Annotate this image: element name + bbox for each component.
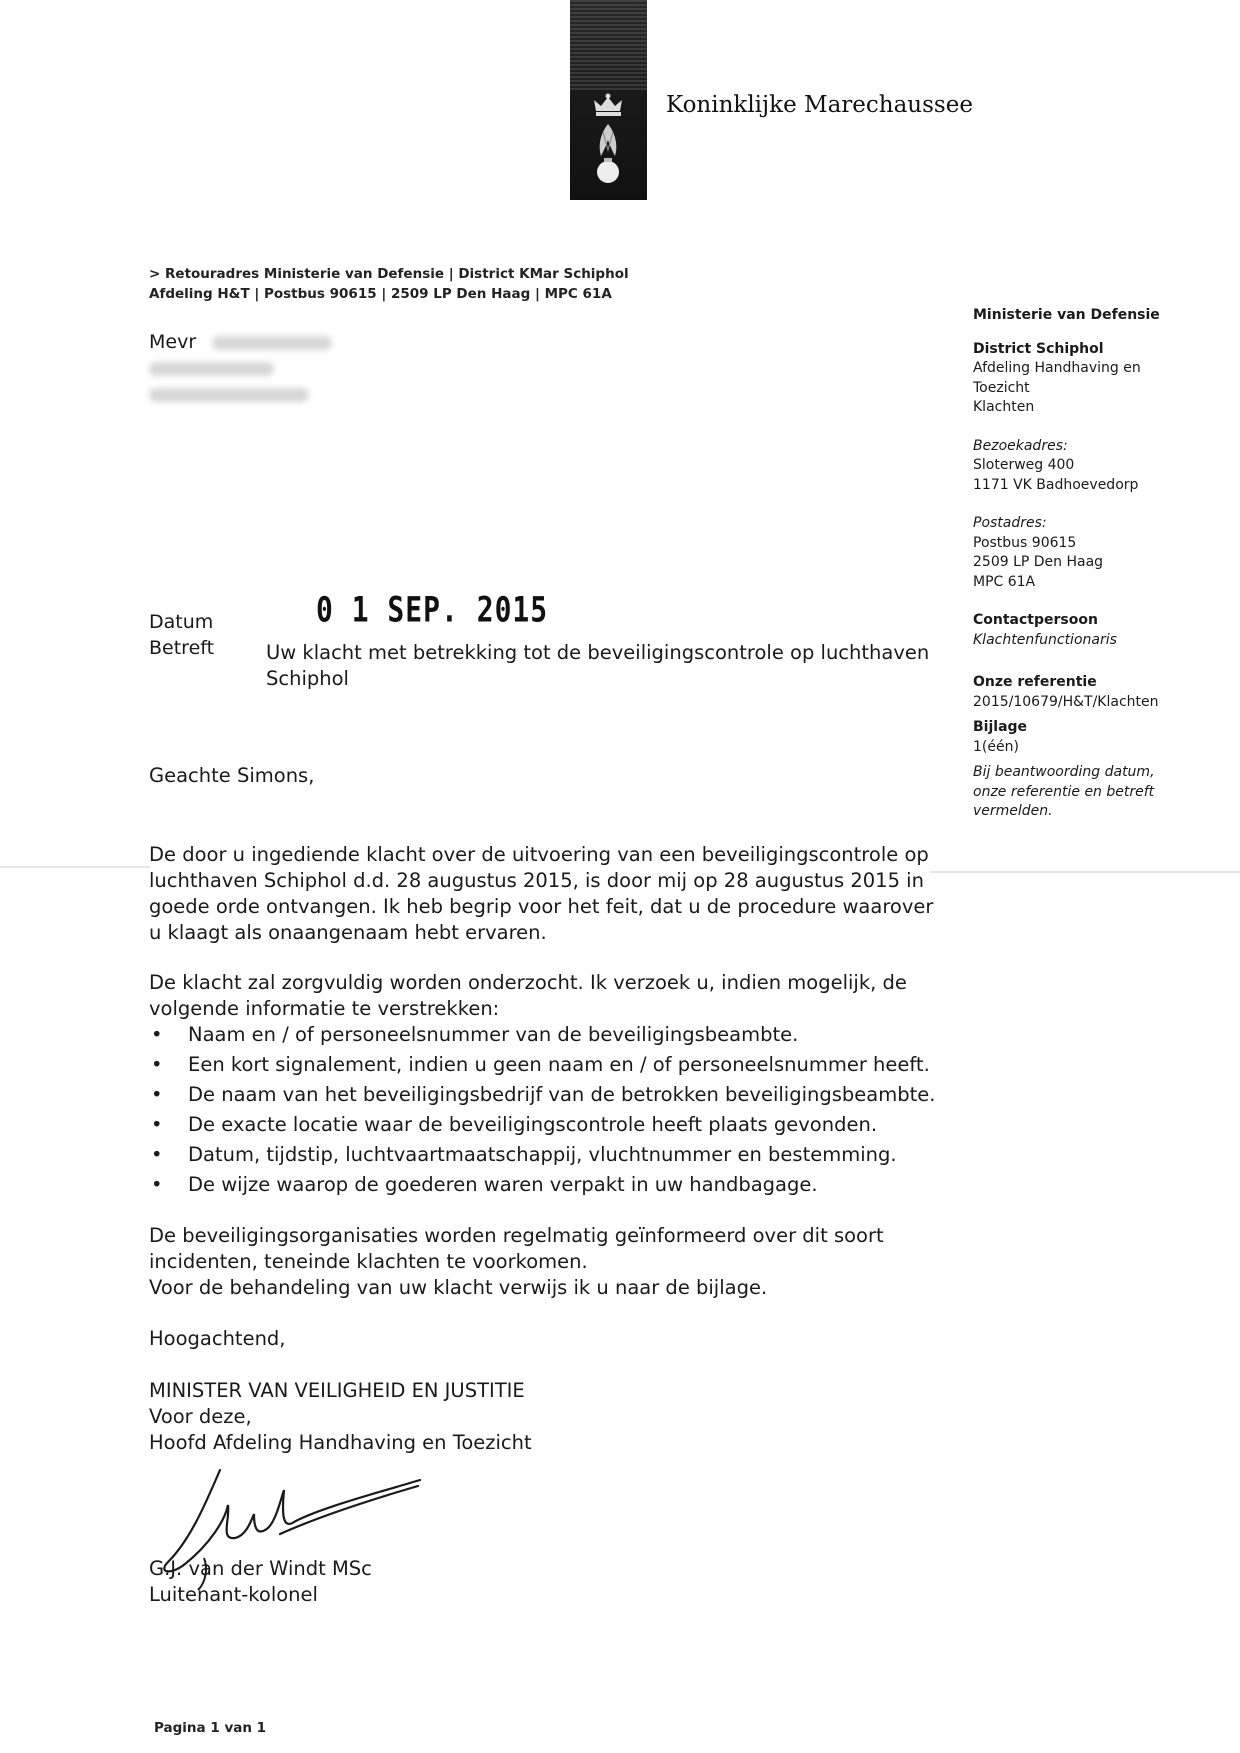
- department-line-2: Toezicht: [973, 379, 1030, 396]
- paragraph-1-line: De door u ingediende klacht over de uitvoering van een beveiligingscontrole op: [149, 843, 929, 866]
- paragraph-1-line: luchthaven Schiphol d.d. 28 augustus 2015, is door mij op 28 augustus 2015 in: [149, 869, 924, 892]
- list-item: • De wijze waarop de goederen waren verpakt in uw handbagage.: [149, 1170, 949, 1200]
- paragraph-3-line: De beveiligingsorganisaties worden regelmatig geïnformeerd over dit soort: [149, 1224, 884, 1247]
- district-name: District Schiphol: [973, 340, 1104, 357]
- signature-title-line-1: MINISTER VAN VEILIGHEID EN JUSTITIE: [149, 1379, 525, 1402]
- redacted-street: [149, 362, 274, 376]
- organization-name: Koninklijke Marechaussee: [666, 92, 973, 118]
- request-list: [149, 1020, 949, 1200]
- visit-address-line-2: 1171 VK Badhoevedorp: [973, 476, 1139, 493]
- recipient-line-2: [149, 355, 332, 381]
- reply-note-line-1: Bij beantwoording datum,: [973, 764, 1155, 780]
- ministry-name: Ministerie van Defensie: [973, 307, 1160, 323]
- logo-emblem: [570, 0, 647, 200]
- greeting: Geachte Simons,: [149, 764, 315, 787]
- crown-icon: [594, 94, 622, 117]
- department-line-1: Afdeling Handhaving en: [973, 360, 1141, 376]
- postal-address-line-1: Postbus 90615: [973, 534, 1077, 551]
- closing: Hoogachtend,: [149, 1327, 286, 1350]
- postal-address-label: Postadres:: [973, 515, 1047, 531]
- paragraph-1-line: u klaagt als onaangenaam hebt ervaren.: [149, 921, 547, 944]
- signature-block: [149, 1378, 949, 1456]
- subject-label: Betreft: [149, 637, 215, 659]
- date-stamp: 0 1 SEP. 2015: [316, 589, 549, 631]
- reference-value: 2015/10679/H&T/Klachten: [973, 693, 1159, 710]
- paragraph-2: [149, 970, 949, 1022]
- reference-label: Onze referentie: [973, 674, 1097, 690]
- reply-note-line-3: vermelden.: [973, 803, 1053, 819]
- attachment-label: Bijlage: [973, 719, 1028, 735]
- list-item: • Naam en / of personeelsnummer van de beveiligingsbeambte.: [149, 1020, 949, 1050]
- paragraph-1-line: goede orde ontvangen. Ik heb begrip voor het feit, dat u de procedure waarover: [149, 895, 934, 918]
- contact-value: Klachtenfunctionaris: [973, 631, 1117, 648]
- subject-text: [266, 640, 946, 692]
- recipient-address: [149, 329, 332, 407]
- list-item: • Datum, tijdstip, luchtvaartmaatschappij, vluchtnummer en bestemming.: [149, 1140, 949, 1170]
- date-label: Datum: [149, 611, 214, 633]
- redacted-city: [149, 388, 309, 402]
- scan-artifact: [0, 866, 150, 868]
- signature-title-line-3: Hoofd Afdeling Handhaving en Toezicht: [149, 1431, 532, 1454]
- signer-block: [149, 1556, 949, 1608]
- subject-line-2: Schiphol: [266, 667, 349, 690]
- paragraph-2-line: volgende informatie te verstrekken:: [149, 997, 500, 1020]
- page-number: Pagina 1 van 1: [154, 1720, 267, 1736]
- visit-address-label: Bezoekadres:: [973, 437, 1068, 454]
- scan-artifact: [930, 871, 1240, 873]
- signer-name: G.J. van der Windt MSc: [149, 1557, 372, 1580]
- attachment-value: 1(één): [973, 738, 1019, 755]
- postal-address-line-3: MPC 61A: [973, 573, 1036, 590]
- signature-title-line-2: Voor deze,: [149, 1405, 252, 1428]
- list-item: • Een kort signalement, indien u geen naam en / of personeelsnummer heeft.: [149, 1050, 949, 1080]
- sender-info-column: [973, 306, 1223, 822]
- subject-line-1: Uw klacht met betrekking tot de beveiligingscontrole op luchthaven: [266, 641, 930, 664]
- postal-address-line-2: 2509 LP Den Haag: [973, 554, 1104, 570]
- return-address-line-1: > Retouradres Ministerie van Defensie | District KMar Schiphol: [149, 266, 629, 282]
- logo-svg: [570, 0, 647, 200]
- visit-address-line-1: Sloterweg 400: [973, 457, 1075, 473]
- paragraph-3: [149, 1223, 949, 1301]
- return-address: [149, 264, 629, 304]
- paragraph-3-line: incidenten, teneinde klachten te voorkomen.: [149, 1250, 588, 1273]
- department-line-3: Klachten: [973, 399, 1035, 415]
- return-address-line-2: Afdeling H&T | Postbus 90615 | 2509 LP Den Haag | MPC 61A: [149, 286, 612, 302]
- signer-rank: Luitenant-kolonel: [149, 1583, 318, 1606]
- paragraph-2-line: De klacht zal zorgvuldig worden onderzocht. Ik verzoek u, indien mogelijk, de: [149, 971, 907, 994]
- recipient-prefix: Mevr: [149, 331, 197, 353]
- grenade-flame-icon: [597, 124, 619, 183]
- paragraph-1: [149, 842, 949, 946]
- contact-label: Contactpersoon: [973, 612, 1098, 628]
- recipient-line-3: [149, 381, 332, 407]
- paragraph-3-line: Voor de behandeling van uw klacht verwijs ik u naar de bijlage.: [149, 1276, 768, 1299]
- list-item: • De naam van het beveiligingsbedrijf van de betrokken beveiligingsbeambte.: [149, 1080, 949, 1110]
- reply-note-line-2: onze referentie en betreft: [973, 783, 1155, 800]
- redacted-name: [212, 336, 332, 350]
- list-item: • De exacte locatie waar de beveiligingscontrole heeft plaats gevonden.: [149, 1110, 949, 1140]
- recipient-line-1: [149, 329, 332, 355]
